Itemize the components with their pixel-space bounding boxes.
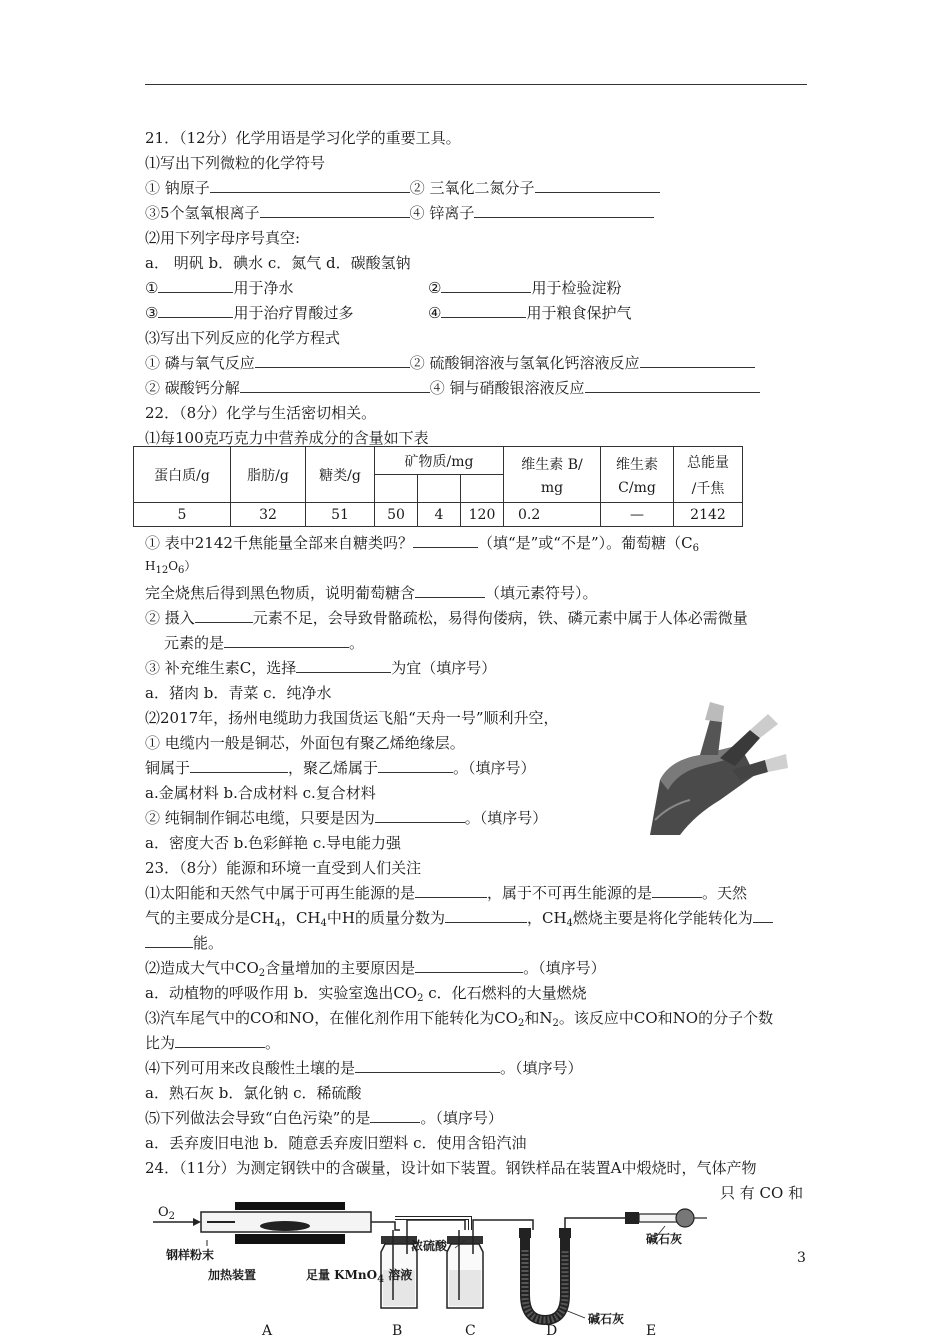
q23-part1-end: 能。 xyxy=(145,933,223,953)
answer-blank[interactable] xyxy=(145,933,193,948)
answer-blank[interactable] xyxy=(224,633,349,648)
label-B: B xyxy=(392,1323,403,1339)
cell-fat: 32 xyxy=(231,503,306,527)
cell-mineral-3: 120 xyxy=(461,503,504,527)
cell-vitamin-b: 0.2 xyxy=(504,503,601,527)
q21-part2-row1: ① 用于净水 xyxy=(145,279,294,297)
header-mineral: 矿物质/mg xyxy=(375,447,504,475)
q21-part1: ⑴写出下列微粒的化学符号 xyxy=(145,154,326,172)
header-energy: 总能量 /千焦 xyxy=(674,447,743,503)
answer-blank[interactable] xyxy=(535,178,660,193)
answer-blank[interactable] xyxy=(415,958,523,973)
label-sample: 钢样粉末 xyxy=(166,1248,215,1262)
answer-blank[interactable] xyxy=(355,1058,500,1073)
answer-blank[interactable] xyxy=(195,608,253,623)
q24-title-cont: 只 有 CO 和 xyxy=(720,1184,804,1202)
answer-blank[interactable] xyxy=(158,303,233,318)
answer-blank[interactable] xyxy=(296,658,391,673)
q23-part3: ⑶汽车尾气中的CO和NO，在催化剂作用下能转化为$CO_2$和$N_2$。该反应中CO和NO的分子个数 xyxy=(145,1009,774,1029)
q22-item1-formula: $H_{12}O_6$） xyxy=(145,559,197,576)
answer-blank[interactable] xyxy=(375,808,465,823)
answer-blank[interactable] xyxy=(415,583,485,598)
q22-part1: ⑴每100克巧克力中营养成分的含量如下表 xyxy=(145,429,429,447)
header-rule xyxy=(145,84,807,85)
q21-part3-row2: ② 碳酸钙分解 ④ 铜与硝酸银溶液反应 xyxy=(145,378,760,398)
q22-part2-options: a.金属材料 b.合成材料 c.复合材料 xyxy=(145,784,376,802)
q22-part2: ⑵2017年，扬州电缆助力我国货运飞船“天舟一号”顺利升空， xyxy=(145,709,559,727)
label-A: A xyxy=(262,1323,273,1339)
answer-blank[interactable] xyxy=(445,908,527,923)
header-fat: 脂肪/g xyxy=(231,447,306,503)
answer-blank[interactable] xyxy=(413,533,478,548)
answer-blank[interactable] xyxy=(260,203,410,218)
q21-part3: ⑶写出下列反应的化学方程式 xyxy=(145,329,341,347)
label-kmno4: 足量 KMnO$_4$ 溶液 xyxy=(306,1268,413,1285)
q22-item3: ③ 补充维生素C，选择 为宜（填序号） xyxy=(145,659,497,677)
q23-part5-options: a．丢弃废旧电池 b．随意丢弃废旧塑料 c．使用含铅汽油 xyxy=(145,1134,527,1152)
q21-title: 21．（12分）化学用语是学习化学的重要工具。 xyxy=(145,129,461,147)
q22-item1: ① 表中2142千焦能量全部来自糖类吗？ （填“是”或“不是”）。葡萄糖（$C_6$ xyxy=(145,534,699,554)
answer-blank[interactable] xyxy=(255,353,410,368)
cell-sugar: 51 xyxy=(306,503,375,527)
answer-blank[interactable] xyxy=(370,1108,420,1123)
label-sodalime-d: 碱石灰 xyxy=(588,1312,625,1326)
label-heater: 加热装置 xyxy=(208,1268,257,1282)
q23-part3-cont: 比为 。 xyxy=(145,1034,281,1052)
nutrition-table xyxy=(133,446,743,527)
q21-part2-options: a． 明矾 b．碘水 c．氮气 d．碳酸氢钠 xyxy=(145,254,411,272)
q21-part1-row1: ① 钠原子 ② 三氧化二氮分子 xyxy=(145,178,660,198)
q21-part2: ⑵用下列字母序号真空: xyxy=(145,229,301,247)
q22-item3-options: a．猪肉 b．青菜 c．纯净水 xyxy=(145,684,332,702)
q22-part2-1: ① 电缆内一般是铜芯，外面包有聚乙烯绝缘层。 xyxy=(145,734,465,752)
label-sodalime-e: 碱石灰 xyxy=(646,1232,683,1246)
q22-item1-cont: 完全烧焦后得到黑色物质，说明葡萄糖含 （填元素符号）。 xyxy=(145,584,598,602)
label-o2: $O_2$ xyxy=(158,1205,176,1222)
answer-blank[interactable] xyxy=(415,883,487,898)
q21-part3-row1: ① 磷与氧气反应 ② 硫酸铜溶液与氢氧化钙溶液反应 xyxy=(145,353,755,373)
cable-photo xyxy=(640,700,790,840)
answer-blank[interactable] xyxy=(753,908,773,923)
header-vitamin-c: 维生素 C/mg xyxy=(601,447,674,503)
q23-title: 23．（8分）能源和环境一直受到人们关注 xyxy=(145,859,422,877)
q23-part4-options: a．熟石灰 b．氯化钠 c．稀硫酸 xyxy=(145,1084,362,1102)
q23-part4: ⑷下列可用来改良酸性土壤的是 。（填序号） xyxy=(145,1059,583,1077)
answer-blank[interactable] xyxy=(640,353,755,368)
q21-part2-row2b: ④ 用于粮食保护气 xyxy=(428,304,632,322)
q23-part1: ⑴太阳能和天然气中属于可再生能源的是 ，属于不可再生能源的是 。天然 xyxy=(145,884,748,902)
answer-blank[interactable] xyxy=(158,278,233,293)
q21-part2-row1b: ② 用于检验淀粉 xyxy=(428,279,622,297)
q24-title: 24．（11分）为测定钢铁中的含碳量，设计如下装置。钢铁样品在装置A中煅烧时，气体产物 xyxy=(145,1159,757,1177)
q22-item2-cont: 元素的是 。 xyxy=(164,634,365,652)
q21-part2-row2: ③ 用于治疗胃酸过多 xyxy=(145,304,354,322)
cell-mineral-1: 50 xyxy=(375,503,418,527)
cell-vitamin-c: — xyxy=(601,503,674,527)
q22-item2: ② 摄入 元素不足，会导致骨骼疏松，易得佝偻病，铁、磷元素中属于人体必需微量 xyxy=(145,609,748,627)
label-h2so4: 浓硫酸 xyxy=(411,1239,448,1253)
answer-blank[interactable] xyxy=(378,758,453,773)
cell-mineral-2: 4 xyxy=(418,503,461,527)
answer-blank[interactable] xyxy=(210,178,410,193)
answer-blank[interactable] xyxy=(441,303,526,318)
header-protein: 蛋白质/g xyxy=(134,447,231,503)
answer-blank[interactable] xyxy=(474,203,654,218)
q22-part2-3: ② 纯铜制作铜芯电缆，只要是因为 。（填序号） xyxy=(145,809,548,827)
cell-energy: 2142 xyxy=(674,503,743,527)
cell-protein: 5 xyxy=(134,503,231,527)
q23-part1-cont: 气的主要成分是$CH_4$，$CH_4$中H的质量分数为 ，$CH_4$燃烧主要是将化学能转化为 xyxy=(145,908,773,934)
answer-blank[interactable] xyxy=(652,883,702,898)
q22-title: 22．（8分）化学与生活密切相关。 xyxy=(145,404,377,422)
q22-part2-3-options: a．密度大否 b.色彩鲜艳 c.导电能力强 xyxy=(145,834,402,852)
q23-part2: ⑵造成大气中$CO_2$含量增加的主要原因是 。（填序号） xyxy=(145,959,606,979)
answer-blank[interactable] xyxy=(441,278,531,293)
page-number: 3 xyxy=(797,1250,806,1266)
q21-part1-row2: ③5个氢氧根离子 ④ 锌离子 xyxy=(145,203,654,223)
label-C: C xyxy=(465,1323,476,1339)
q22-part2-2: 铜属于 ，聚乙烯属于 。（填序号） xyxy=(145,759,536,777)
answer-blank[interactable] xyxy=(240,378,430,393)
header-sugar: 糖类/g xyxy=(306,447,375,503)
q23-part2-options: a．动植物的呼吸作用 b．实验室逸出$CO_2$ c．化石燃料的大量燃烧 xyxy=(145,984,587,1004)
label-D: D xyxy=(546,1323,558,1339)
label-E: E xyxy=(646,1323,657,1339)
answer-blank[interactable] xyxy=(190,758,288,773)
q23-part5: ⑸下列做法会导致“白色污染”的是 。（填序号） xyxy=(145,1109,503,1127)
answer-blank[interactable] xyxy=(175,1033,265,1048)
header-vitamin-b: 维生素 B/ mg xyxy=(504,447,601,503)
answer-blank[interactable] xyxy=(585,378,760,393)
